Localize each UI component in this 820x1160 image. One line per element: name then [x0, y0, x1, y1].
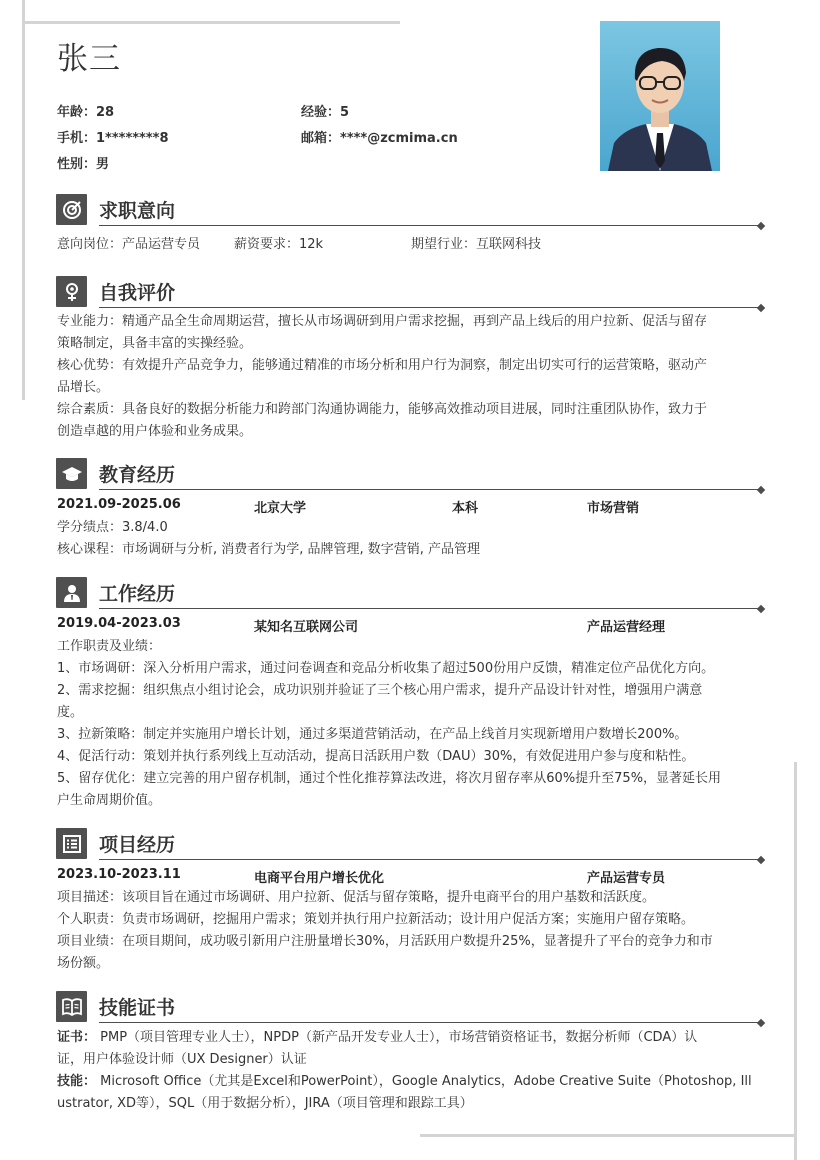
project-role: 产品运营专员: [587, 871, 666, 886]
experience-value: 5: [340, 105, 350, 120]
decor-line-bottom: [794, 762, 797, 1160]
education-school: 北京大学: [254, 501, 307, 516]
certificates-text: PMP（项目管理专业人士），NPDP（新产品开发专业人士），市场营销资格证书，数据分析师（CDA）认: [96, 1030, 698, 1045]
intent-position: 意向岗位：产品运营专员: [57, 237, 201, 252]
section-rule: [99, 307, 760, 308]
work-role: 产品运营经理: [587, 620, 666, 635]
target-icon: [56, 194, 87, 225]
gender-label: 性别：: [57, 157, 97, 172]
section-rule: [99, 489, 760, 490]
education-gpa: 学分绩点：3.8/4.0: [57, 520, 168, 535]
work-line: 度。: [57, 705, 84, 720]
skills-text: Microsoft Office（尤其是Excel和PowerPoint），Google Analytics，Adobe Creative Suite（Photoshop, Ill: [96, 1074, 752, 1089]
section-title: 教育经历: [99, 464, 176, 486]
list-icon: [56, 828, 87, 859]
section-rule-end: [757, 856, 765, 864]
certificates-line: [57, 1027, 767, 1050]
section-title: 工作经历: [99, 583, 176, 605]
work-line: 1、市场调研：深入分析用户需求，通过问卷调查和竞品分析收集了超过500份用户反馈，精准定位产品优化方向。: [57, 661, 715, 676]
self-eval-line: 创造卓越的用户体验和业务成果。: [57, 424, 253, 439]
experience-label: 经验：: [301, 105, 341, 120]
phone-value: 1********8: [96, 131, 169, 146]
email-row: [301, 127, 458, 146]
decor-line-top: [22, 0, 25, 400]
book-icon: [56, 991, 87, 1022]
section-title: 技能证书: [99, 997, 176, 1019]
certificates-label: 证书：: [57, 1030, 97, 1045]
project-line: 个人职责：负责市场调研，挖掘用户需求；策划并执行用户拉新活动；设计用户促活方案；实施用户留存策略。: [57, 912, 695, 927]
graduation-cap-icon: [56, 458, 87, 489]
section-project-experience: [56, 828, 764, 860]
project-date: 2023.10-2023.11: [57, 867, 181, 882]
section-rule-end: [757, 605, 765, 613]
work-line: 2、需求挖掘：组织焦点小组讨论会，成功识别并验证了三个核心用户需求，提升产品设计针对性，增强用户满意: [57, 683, 703, 698]
skills-line-cont: ustrator, XD等），SQL（用于数据分析），JIRA（项目管理和跟踪工具）: [57, 1096, 473, 1111]
section-rule-end: [757, 486, 765, 494]
decor-line-bottom-h: [420, 1134, 797, 1137]
intent-salary: 薪资要求：12k: [234, 237, 324, 252]
work-company: 某知名互联网公司: [254, 620, 359, 635]
skills-line: [57, 1071, 767, 1094]
work-line: 工作职责及业绩：: [57, 639, 162, 654]
gender-row: [57, 153, 109, 172]
flower-icon: [56, 276, 87, 307]
section-title: 项目经历: [99, 834, 176, 856]
candidate-name: 张三: [57, 41, 121, 77]
work-date: 2019.04-2023.03: [57, 616, 181, 631]
section-rule: [99, 859, 760, 860]
education-courses: 核心课程：市场调研与分析, 消费者行为学, 品牌管理, 数字营销, 产品管理: [57, 542, 481, 557]
experience-row: [301, 101, 349, 120]
self-eval-line: 专业能力：精通产品全生命周期运营，擅长从市场调研到用户需求挖掘，再到产品上线后的用户拉新、促活与留存: [57, 314, 708, 329]
section-job-intent: [56, 194, 764, 226]
section-rule: [99, 608, 760, 609]
age-label: 年龄：: [57, 105, 97, 120]
section-title: 自我评价: [99, 282, 176, 304]
age-value: 28: [96, 105, 115, 120]
education-major: 市场营销: [587, 501, 640, 516]
section-education: [56, 458, 764, 490]
section-skills-certificates: [56, 991, 764, 1023]
section-rule: [99, 1022, 760, 1023]
phone-row: [57, 127, 169, 146]
skills-label: 技能：: [57, 1074, 97, 1089]
project-name: 电商平台用户增长优化: [254, 871, 385, 886]
email-label: 邮箱：: [301, 131, 341, 146]
education-date: 2021.09-2025.06: [57, 497, 181, 512]
section-rule-end: [757, 222, 765, 230]
project-line: 项目业绩：在项目期间，成功吸引新用户注册量增长30%，月活跃用户数提升25%，显著提升了平台的竞争力和市: [57, 934, 713, 949]
project-line: 项目描述：该项目旨在通过市场调研、用户拉新、促活与留存策略，提升电商平台的用户基数和活跃度。: [57, 890, 656, 905]
age-row: [57, 101, 114, 120]
work-line: 户生命周期价值。: [57, 793, 162, 808]
gender-value: 男: [96, 157, 110, 172]
project-line: 场份额。: [57, 956, 110, 971]
phone-label: 手机：: [57, 131, 97, 146]
intent-industry: 期望行业：互联网科技: [411, 237, 542, 252]
work-line: 3、拉新策略：制定并实施用户增长计划，通过多渠道营销活动，在产品上线首月实现新增用户数增长200%。: [57, 727, 688, 742]
decor-line-top-h: [22, 21, 400, 24]
section-work-experience: [56, 577, 764, 609]
profile-photo: [600, 21, 720, 171]
work-line: 4、促活行动：策划并执行系列线上互动活动，提高日活跃用户数（DAU）30%，有效促进用户参与度和粘性。: [57, 749, 695, 764]
work-line: 5、留存优化：建立完善的用户留存机制，通过个性化推荐算法改进，将次月留存率从60%提升至75%，显著延长用: [57, 771, 722, 786]
email-value: ****@zcmima.cn: [340, 131, 458, 146]
self-eval-line: 综合素质：具备良好的数据分析能力和跨部门沟通协调能力，能够高效推动项目进展，同时注重团队协作，致力于: [57, 402, 708, 417]
section-rule-end: [757, 1019, 765, 1027]
self-eval-line: 策略制定，具备丰富的实操经验。: [57, 336, 253, 351]
certificates-line-cont: 证，用户体验设计师（UX Designer）认证: [57, 1052, 307, 1067]
person-icon: [56, 577, 87, 608]
education-degree: 本科: [452, 501, 479, 516]
section-rule: [99, 225, 760, 226]
self-eval-line: 品增长。: [57, 380, 110, 395]
self-eval-line: 核心优势：有效提升产品竞争力，能够通过精准的市场分析和用户行为洞察，制定出切实可行的运营策略，驱动产: [57, 358, 708, 373]
section-self-evaluation: [56, 276, 764, 308]
section-title: 求职意向: [99, 200, 176, 222]
